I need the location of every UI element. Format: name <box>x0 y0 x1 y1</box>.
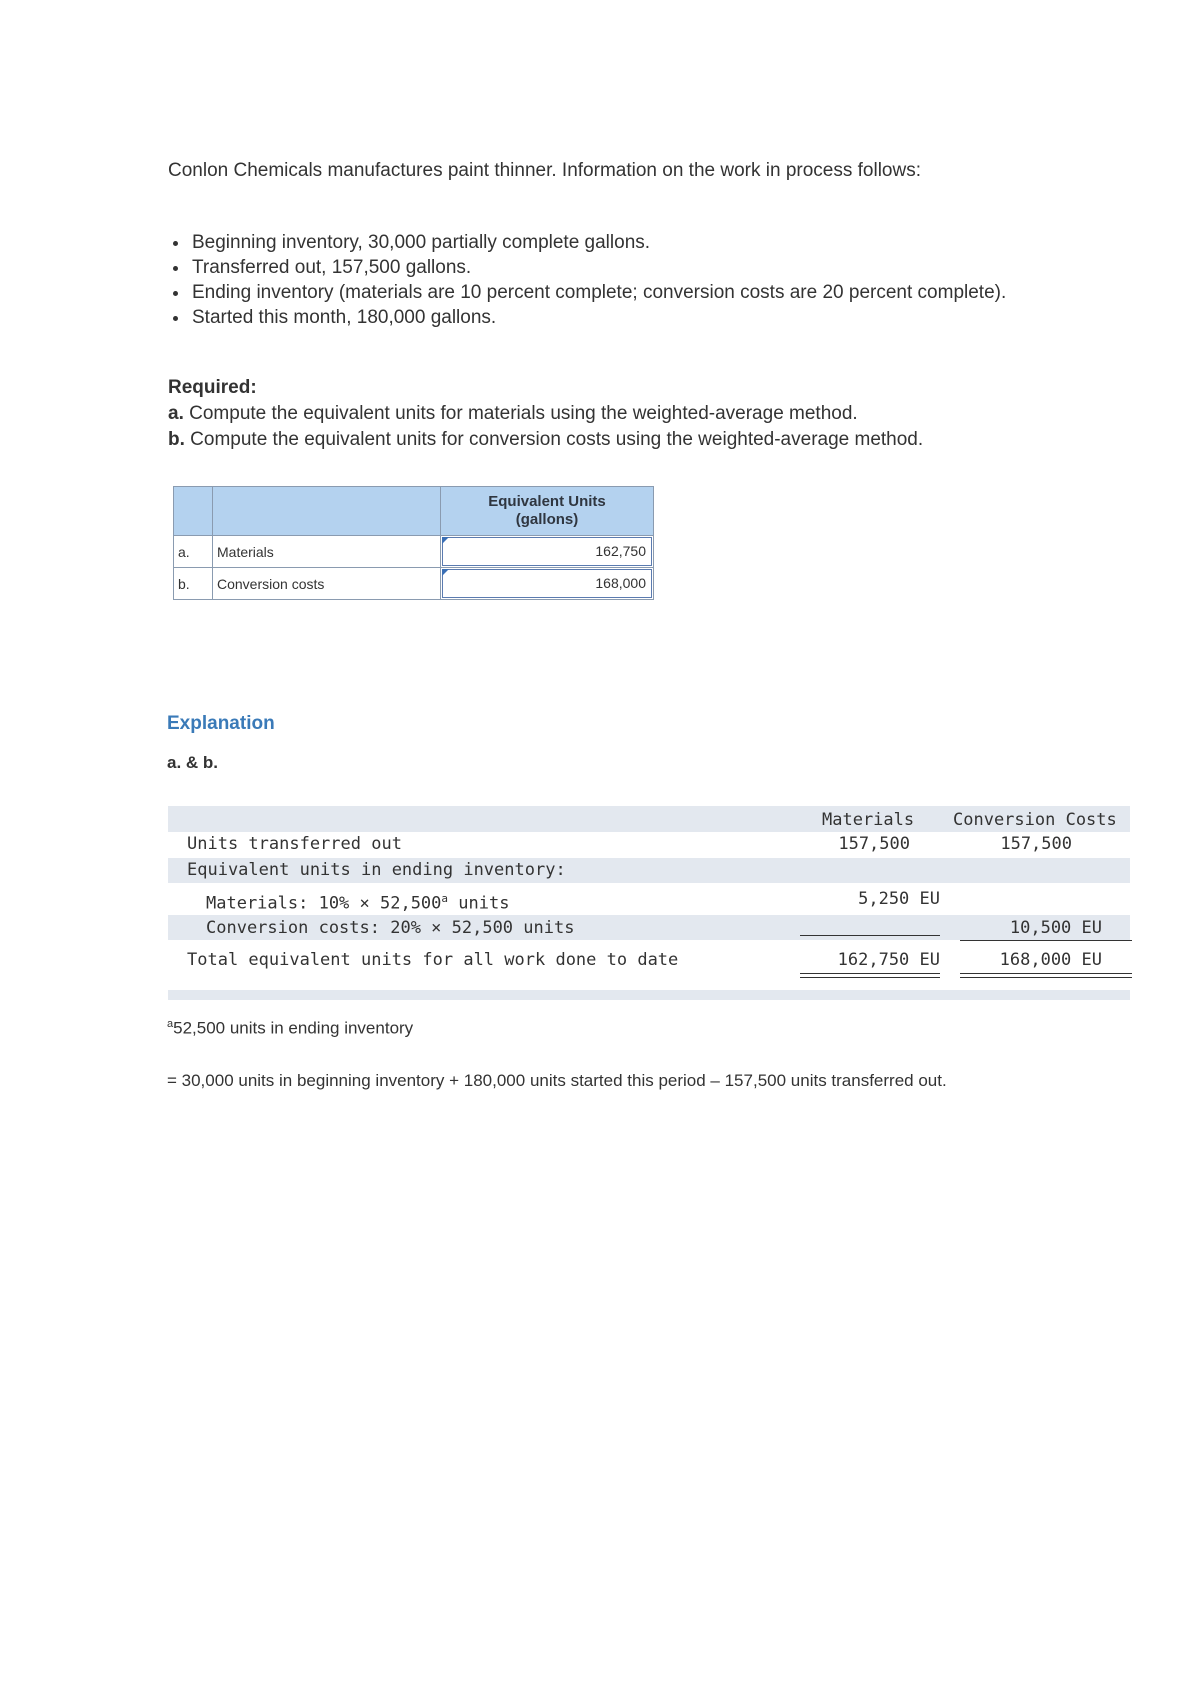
materials-input[interactable]: 162,750 <box>442 537 652 566</box>
row-transferred-label: Units transferred out <box>187 834 402 854</box>
row-materials-value: 5,250 EU <box>858 889 940 909</box>
header-line-2: (gallons) <box>515 511 579 528</box>
col-header-materials: Materials <box>822 810 915 830</box>
cell-flag-icon <box>442 569 449 576</box>
required-a-letter: a. <box>168 403 184 424</box>
subtotal-line <box>960 940 1132 941</box>
header-equivalent-units <box>441 487 654 536</box>
required-section <box>168 375 923 453</box>
row-transferred-conversion: 157,500 <box>1000 834 1072 854</box>
required-a-text: Compute the equivalent units for materials using the weighted-average method. <box>183 403 858 424</box>
footnote-1 <box>167 1018 413 1039</box>
info-list <box>168 230 1006 330</box>
required-b-text: Compute the equivalent units for conversion costs using the weighted-average method. <box>184 429 924 450</box>
required-a <box>168 401 923 427</box>
total-double-line <box>800 977 940 978</box>
required-title: Required: <box>168 377 257 398</box>
header-line-1: Equivalent Units <box>488 493 606 510</box>
footnote-sup: a <box>167 1018 174 1030</box>
row-materials-calc-pre: Materials: 10% × 52,500 <box>206 893 442 914</box>
row-transferred-materials: 157,500 <box>838 834 910 854</box>
row-letter: a. <box>174 536 213 568</box>
row-conversion-value: 10,500 EU <box>1009 918 1102 938</box>
explanation-title: Explanation <box>167 713 275 734</box>
table-row <box>174 536 654 568</box>
table-row <box>174 568 654 600</box>
total-double-line <box>960 977 1132 978</box>
answer-table <box>173 486 654 600</box>
header-empty <box>213 487 441 536</box>
list-item: • Transferred out, 157,500 gallons. <box>190 255 1006 280</box>
col-header-conversion: Conversion Costs <box>953 810 1117 830</box>
row-conversion-calc: Conversion costs: 20% × 52,500 units <box>206 918 575 938</box>
footer-strip <box>168 990 1130 1000</box>
row-total-label: Total equivalent units for all work done to date <box>187 950 679 970</box>
row-letter: b. <box>174 568 213 600</box>
footnote-2: = 30,000 units in beginning inventory + 180,000 units started this period – 157,500 units transferred out. <box>167 1071 947 1090</box>
footnote-1-text: 52,500 units in ending inventory <box>173 1018 414 1038</box>
conversion-input[interactable]: 168,000 <box>442 569 652 598</box>
explanation-subtitle: a. & b. <box>167 753 219 772</box>
required-b <box>168 427 923 453</box>
conversion-input-cell[interactable] <box>441 568 654 600</box>
cell-flag-icon <box>442 537 449 544</box>
header-empty <box>174 487 213 536</box>
row-total-materials: 162,750 EU <box>837 950 940 970</box>
row-materials-calc <box>206 892 509 914</box>
list-item: • Ending inventory (materials are 10 percent complete; conversion costs are 20 percent complete). <box>190 280 1006 305</box>
row-label: Conversion costs <box>213 568 441 600</box>
required-b-letter: b. <box>168 429 185 450</box>
row-total-conversion: 168,000 EU <box>999 950 1102 970</box>
row-eu-heading: Equivalent units in ending inventory: <box>187 860 566 880</box>
subtotal-line <box>800 935 940 936</box>
list-item: • Started this month, 180,000 gallons. <box>190 305 1006 330</box>
row-label: Materials <box>213 536 441 568</box>
row-materials-calc-sup: a <box>441 892 449 905</box>
total-double-line <box>960 973 1132 974</box>
total-double-line <box>800 973 940 974</box>
row-materials-calc-post: units <box>448 893 510 914</box>
intro-paragraph: Conlon Chemicals manufactures paint thinner. Information on the work in process follows: <box>168 160 921 181</box>
list-item: • Beginning inventory, 30,000 partially complete gallons. <box>190 230 1006 255</box>
materials-input-cell[interactable] <box>441 536 654 568</box>
